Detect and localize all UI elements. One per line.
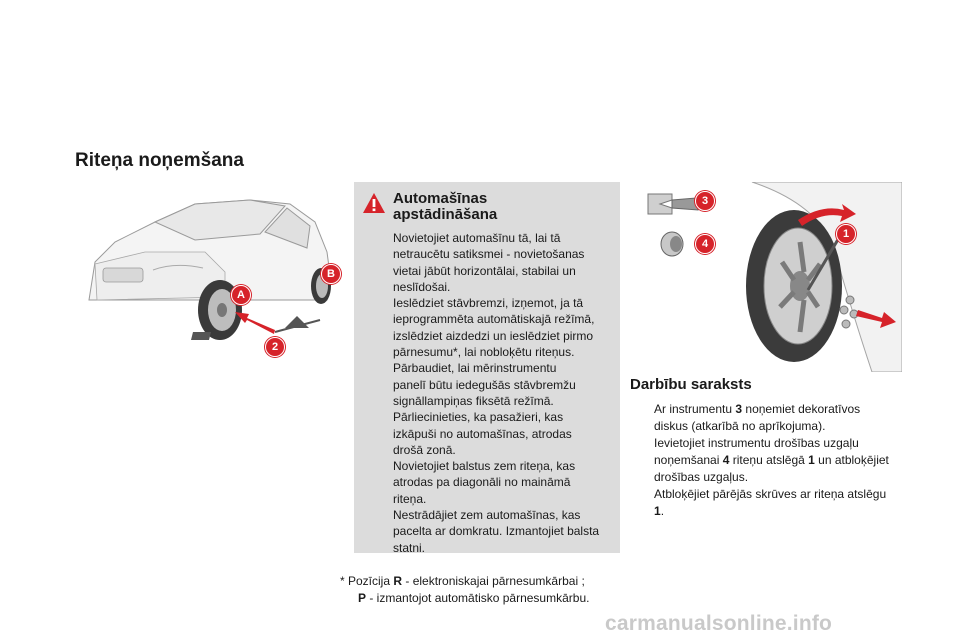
footnote-r: R — [393, 574, 403, 588]
step-ref: 1 — [654, 504, 661, 518]
warning-line: statni. — [393, 540, 426, 555]
footnote-p: P — [358, 591, 367, 605]
warning-line: Ieslēdziet stāvbremzi, izņemot, ja tā — [393, 296, 584, 311]
step-item — [632, 401, 892, 435]
marker-1: 1 — [836, 224, 856, 244]
steps-title: Darbību saraksts — [630, 376, 752, 393]
warning-icon — [362, 192, 386, 214]
step-ref: 1 — [808, 453, 815, 467]
page-title: Riteņa noņemšana — [75, 150, 244, 171]
warning-body — [393, 230, 613, 556]
marker-b: B — [321, 264, 341, 284]
warning-line: pārnesumu*, lai nobloķētu riteņus. — [393, 345, 575, 360]
warning-line: Novietojiet automašīnu tā, lai tā — [393, 231, 561, 245]
marker-2: 2 — [265, 337, 285, 357]
wheel-removal-illustration — [632, 182, 902, 372]
warning-line: pacelta ar domkratu. Izmantojiet balsta — [393, 524, 600, 539]
car-jack-drawing — [75, 182, 345, 382]
step-ref: 4 — [722, 453, 730, 467]
warning-line: vietai jābūt horizontālai, stabilai un — [393, 263, 576, 278]
warning-line: Novietojiet balstus zem riteņa, kas — [393, 459, 576, 474]
warning-box — [354, 182, 620, 553]
steps-list — [632, 401, 892, 520]
marker-a: A — [231, 285, 251, 305]
step-item — [632, 435, 892, 486]
warning-title-line2: apstādināšana — [393, 206, 498, 223]
warning-line: riteņa. — [393, 491, 427, 506]
marker-4: 4 — [695, 234, 715, 254]
step-text: Ar instrumentu — [654, 402, 736, 416]
warning-line: izkāpuši no automašīnas, atrodas — [393, 426, 572, 441]
warning-line: atrodas pa diagonāli no maināmā — [393, 475, 571, 490]
warning-title — [393, 191, 497, 223]
warning-line: Pārbaudiet, lai mērinstrumentu — [393, 361, 557, 376]
warning-line: Pārliecinieties, ka pasažieri, kas — [393, 410, 564, 425]
footnote-star: * Pozīcija — [340, 574, 394, 588]
step-item — [632, 486, 892, 520]
step-ref: 3 — [735, 402, 743, 416]
watermark: carmanualsonline.info — [605, 612, 833, 635]
footnote-p-text: - izmantojot automātisko pārnesumkārbu. — [366, 591, 590, 605]
footnote-r-text: - elektroniskajai pārnesumkārbai ; — [402, 574, 585, 588]
warning-line: drošā zonā. — [393, 442, 456, 457]
step-text: un atbloķējiet drošības uzgaļus. — [654, 453, 889, 484]
warning-line: netraucētu satiksmei - novietošanas — [393, 247, 585, 262]
wheel-removal-drawing — [632, 182, 902, 372]
warning-title-line1: Automašīnas — [393, 190, 488, 207]
warning-line: neslīdošai. — [393, 279, 451, 294]
step-text: . — [660, 504, 665, 518]
step-text: Ievietojiet instrumentu drošības uzgaļu noņemšanai — [654, 436, 859, 467]
step-text: Atbloķējiet pārējās skrūves ar riteņa atslēgu — [654, 487, 887, 501]
warning-line: panelī būtu iedegušās stāvbremžu — [393, 377, 576, 392]
warning-line: Nestrādājiet zem automašīnas, kas — [393, 508, 581, 523]
footnote-line2 — [340, 590, 630, 607]
car-jack-illustration — [75, 182, 345, 382]
step-text: riteņu atslēgā — [729, 453, 809, 467]
step-text: noņemiet dekoratīvos diskus (atkarībā no aprīkojuma). — [654, 402, 861, 433]
warning-line: ieprogrammēta automātiskajā režīmā, — [393, 312, 595, 327]
footnote — [340, 573, 630, 607]
marker-3: 3 — [695, 191, 715, 211]
warning-line: signāllampiņas fiksētā režīmā. — [393, 393, 554, 408]
warning-line: izslēdziet aizdedzi un ieslēdziet pirmo — [393, 328, 594, 343]
